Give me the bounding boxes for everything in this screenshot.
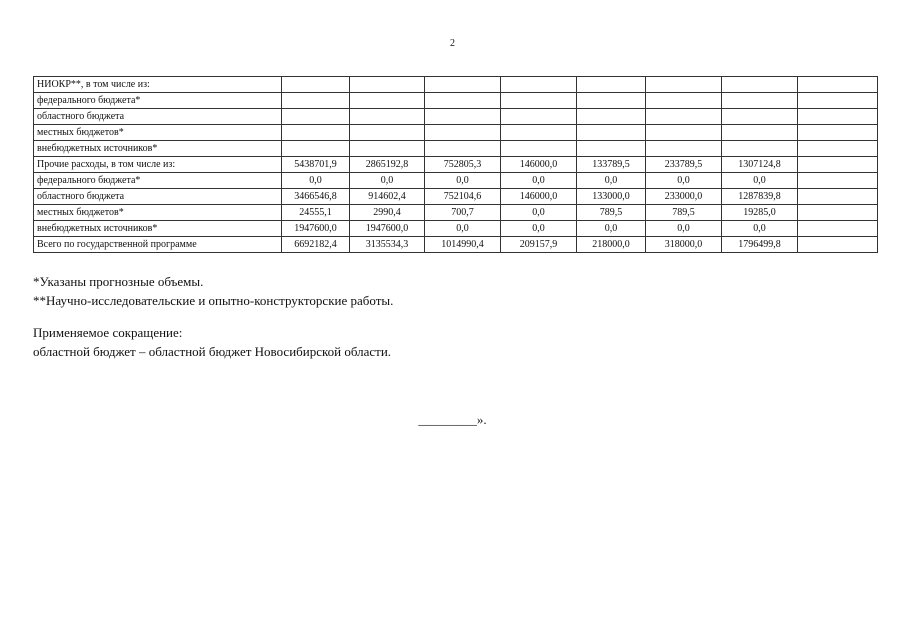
table-cell bbox=[425, 109, 501, 125]
table-cell: 318000,0 bbox=[646, 237, 722, 253]
table-cell bbox=[722, 125, 798, 141]
table-cell: 2865192,8 bbox=[350, 157, 425, 173]
row-label: внебюджетных источников* bbox=[34, 221, 282, 237]
table-cell bbox=[425, 141, 501, 157]
table-cell bbox=[282, 109, 350, 125]
row-label: областного бюджета bbox=[34, 109, 282, 125]
table-cell: 3466546,8 bbox=[282, 189, 350, 205]
table-cell bbox=[798, 93, 878, 109]
table-cell: 1014990,4 bbox=[425, 237, 501, 253]
row-label: федерального бюджета* bbox=[34, 173, 282, 189]
table-row bbox=[34, 93, 878, 109]
row-label: Всего по государственной программе bbox=[34, 237, 282, 253]
table-cell bbox=[501, 77, 577, 93]
table-cell: 209157,9 bbox=[501, 237, 577, 253]
footnote-rnd: **Научно-исследовательские и опытно-конструкторские работы. bbox=[33, 293, 394, 308]
table-cell bbox=[350, 125, 425, 141]
table-cell: 146000,0 bbox=[501, 157, 577, 173]
table-cell: 6692182,4 bbox=[282, 237, 350, 253]
table-cell: 0,0 bbox=[425, 173, 501, 189]
row-label: НИОКР**, в том числе из: bbox=[34, 77, 282, 93]
table-cell bbox=[798, 237, 878, 253]
table-cell: 1947600,0 bbox=[282, 221, 350, 237]
notes-spacer bbox=[33, 310, 393, 323]
table-cell bbox=[577, 125, 646, 141]
table-cell: 0,0 bbox=[501, 173, 577, 189]
table-row bbox=[34, 77, 878, 93]
table-cell: 24555,1 bbox=[282, 205, 350, 221]
table-cell bbox=[577, 109, 646, 125]
table-row bbox=[34, 221, 878, 237]
table-row bbox=[34, 173, 878, 189]
table-cell bbox=[646, 109, 722, 125]
table-cell: 0,0 bbox=[646, 221, 722, 237]
table-cell bbox=[722, 77, 798, 93]
table-cell: 1307124,8 bbox=[722, 157, 798, 173]
table-cell bbox=[282, 125, 350, 141]
table-cell: 0,0 bbox=[425, 221, 501, 237]
table-cell: 19285,0 bbox=[722, 205, 798, 221]
table-cell: 789,5 bbox=[577, 205, 646, 221]
row-label: местных бюджетов* bbox=[34, 205, 282, 221]
table-cell: 0,0 bbox=[350, 173, 425, 189]
row-label: местных бюджетов* bbox=[34, 125, 282, 141]
table-cell: 789,5 bbox=[646, 205, 722, 221]
row-label: областного бюджета bbox=[34, 189, 282, 205]
table-cell bbox=[577, 141, 646, 157]
table-cell bbox=[425, 77, 501, 93]
footnote-forecast: *Указаны прогнозные объемы. bbox=[33, 274, 204, 289]
table-cell: 0,0 bbox=[577, 173, 646, 189]
table-cell: 3135534,3 bbox=[350, 237, 425, 253]
footnotes bbox=[33, 272, 393, 361]
table-cell: 218000,0 bbox=[577, 237, 646, 253]
table-cell: 233789,5 bbox=[646, 157, 722, 173]
table-cell bbox=[722, 141, 798, 157]
table-cell bbox=[798, 173, 878, 189]
row-label: федерального бюджета* bbox=[34, 93, 282, 109]
table-cell bbox=[646, 125, 722, 141]
table-cell: 133000,0 bbox=[577, 189, 646, 205]
budget-table-body bbox=[34, 77, 878, 253]
table-row bbox=[34, 205, 878, 221]
table-cell bbox=[577, 93, 646, 109]
table-cell: 0,0 bbox=[282, 173, 350, 189]
table-cell: 233000,0 bbox=[646, 189, 722, 205]
table-cell bbox=[798, 189, 878, 205]
row-label: Прочие расходы, в том числе из: bbox=[34, 157, 282, 173]
table-cell bbox=[798, 205, 878, 221]
table-cell bbox=[350, 141, 425, 157]
table-cell: 0,0 bbox=[501, 205, 577, 221]
table-cell: 0,0 bbox=[501, 221, 577, 237]
abbreviation-title: Применяемое сокращение: bbox=[33, 325, 183, 340]
table-cell bbox=[798, 125, 878, 141]
table-cell: 700,7 bbox=[425, 205, 501, 221]
table-cell bbox=[350, 77, 425, 93]
row-label: внебюджетных источников* bbox=[34, 141, 282, 157]
table-cell bbox=[798, 109, 878, 125]
table-cell bbox=[798, 221, 878, 237]
table-cell bbox=[425, 93, 501, 109]
table-cell bbox=[501, 125, 577, 141]
page-number: 2 bbox=[450, 38, 455, 49]
table-cell bbox=[646, 77, 722, 93]
table-cell: 133789,5 bbox=[577, 157, 646, 173]
table-cell bbox=[722, 93, 798, 109]
closing-mark: _________». bbox=[418, 412, 487, 427]
table-cell: 0,0 bbox=[722, 221, 798, 237]
table-cell bbox=[798, 141, 878, 157]
table-cell: 2990,4 bbox=[350, 205, 425, 221]
table-cell: 5438701,9 bbox=[282, 157, 350, 173]
table-cell: 0,0 bbox=[646, 173, 722, 189]
table-cell bbox=[501, 109, 577, 125]
table-row bbox=[34, 157, 878, 173]
abbreviation-text: областной бюджет – областной бюджет Новосибирской области. bbox=[33, 344, 392, 359]
table-cell: 1287839,8 bbox=[722, 189, 798, 205]
table-cell bbox=[282, 93, 350, 109]
table-row bbox=[34, 237, 878, 253]
table-cell bbox=[501, 141, 577, 157]
table-cell bbox=[577, 77, 646, 93]
table-cell bbox=[798, 77, 878, 93]
table-cell: 0,0 bbox=[722, 173, 798, 189]
table-cell: 146000,0 bbox=[501, 189, 577, 205]
table-cell bbox=[425, 125, 501, 141]
table-cell bbox=[501, 93, 577, 109]
table-row bbox=[34, 125, 878, 141]
table-cell: 1947600,0 bbox=[350, 221, 425, 237]
table-row bbox=[34, 109, 878, 125]
table-cell bbox=[350, 93, 425, 109]
table-cell: 752104,6 bbox=[425, 189, 501, 205]
table-cell bbox=[722, 109, 798, 125]
table-cell bbox=[282, 141, 350, 157]
table-cell bbox=[646, 93, 722, 109]
table-cell bbox=[798, 157, 878, 173]
budget-table bbox=[33, 76, 878, 253]
table-cell: 1796499,8 bbox=[722, 237, 798, 253]
table-cell: 752805,3 bbox=[425, 157, 501, 173]
table-cell bbox=[350, 109, 425, 125]
table-cell bbox=[282, 77, 350, 93]
table-cell: 914602,4 bbox=[350, 189, 425, 205]
table-cell: 0,0 bbox=[577, 221, 646, 237]
table-cell bbox=[646, 141, 722, 157]
table-row bbox=[34, 141, 878, 157]
table-row bbox=[34, 189, 878, 205]
